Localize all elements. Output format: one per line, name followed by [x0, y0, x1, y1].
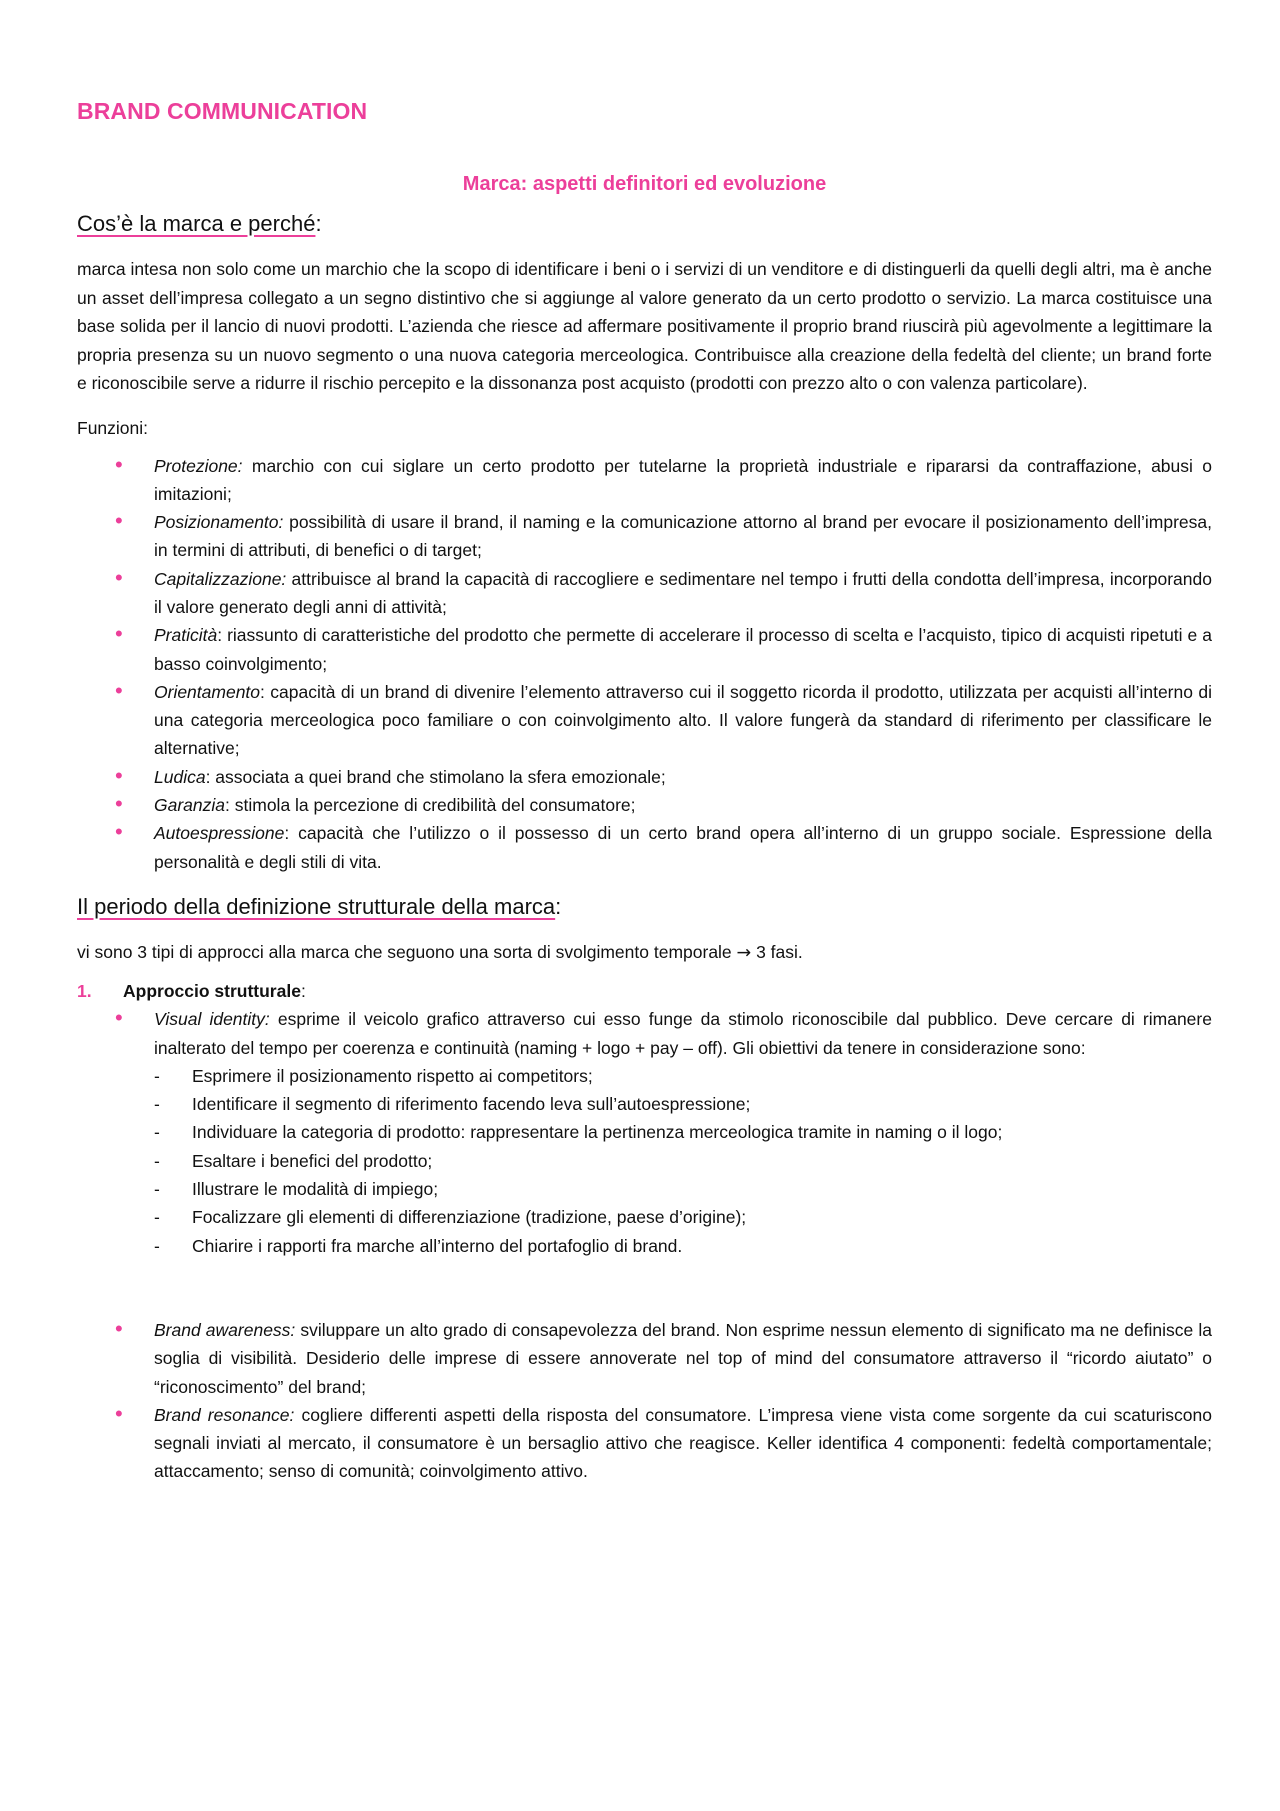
document-body	[77, 98, 1212, 1486]
list-item: - Chiarire i rapporti fra marche all’interno del portafoglio di brand.	[154, 1232, 1212, 1260]
intro-paragraph: marca intesa non solo come un marchio che la scopo di identificare i beni o i servizi di un venditore e di distinguerli da quelli degli altri, ma è anche un asset dell’impresa collegato a un segno distintivo che si aggiunge al valore generato da un certo prodotto o servizio. La marca costituisce una base solida per il lancio di nuovi prodotti. L’azienda che riesce ad affermare positivamente il proprio brand riuscirà più agevolmente a legittimare la propria presenza su un nuovo segmento o una nuova categoria merceologica. Contribuisce alla creazione della fedeltà del cliente; un brand forte e riconoscibile serve a ridurre il rischio percepito e la dissonanza post acquisto (prodotti con prezzo alto o con valenza particolare).	[77, 259, 1212, 393]
list-item: - Identificare il segmento di riferimento facendo leva sull’autoespressione;	[154, 1090, 1212, 1118]
objectives-list	[154, 1062, 1212, 1260]
approccio-item-term: Brand awareness:	[154, 1319, 296, 1340]
approcci-list	[77, 977, 1212, 1486]
list-item	[77, 1005, 1212, 1316]
chapter-subtitle: Marca: aspetti definitori ed evoluzione	[462, 173, 827, 195]
list-item	[77, 452, 1212, 509]
section-heading-periodo-text: Il periodo della definizione strutturale della marca	[77, 893, 556, 919]
section-heading-marca-text: Cos’è la marca e perché	[77, 211, 316, 236]
list-item	[77, 678, 1212, 763]
approccio-colon: :	[300, 980, 306, 1001]
section-heading-marca	[77, 211, 1212, 237]
list-item: - Focalizzare gli elementi di differenziazione (tradizione, paese d’origine);	[154, 1203, 1212, 1231]
approccio-item-text: esprime il veicolo grafico attraverso cui esso funge da stimolo riconoscibile dal pubblico. Deve cercare di rimanere inalterato del tempo per coerenza e continuità (naming + logo + pay – off). Gli obiettivi da tenere in considerazione sono:	[154, 1009, 1212, 1058]
list-item: - Individuare la categoria di prodotto: rappresentare la pertinenza merceologica tramite in naming o il logo;	[154, 1118, 1212, 1146]
list-item	[77, 1401, 1212, 1486]
section-heading-colon: :	[315, 211, 322, 236]
list-item: - Illustrare le modalità di impiego;	[154, 1175, 1212, 1203]
approccio-item-text: sviluppare un alto grado di consapevolezza del brand. Non esprime nessun elemento di significato ma ne definisce la soglia di visibilità. Desiderio delle imprese di essere annoverate nel top of mind del consumatore attraverso il “ricordo aiutato” o “riconoscimento” del brand;	[154, 1319, 1212, 1397]
approccio-title: Approccio strutturale	[123, 980, 301, 1001]
funzione-text: marchio con cui siglare un certo prodotto per tutelarne la proprietà industriale e ripararsi da contraffazione, abusi o imitazioni;	[154, 455, 1212, 504]
funzioni-label: Funzioni:	[77, 417, 149, 438]
arrow-right-icon: →	[736, 942, 752, 963]
list-item: - Esaltare i benefici del prodotto;	[154, 1147, 1212, 1175]
funzione-term: Praticità	[154, 625, 218, 646]
approcci-intro	[77, 938, 1212, 967]
funzione-term: Protezione:	[154, 455, 243, 476]
funzione-text: possibilità di usare il brand, il naming e la comunicazione attorno al brand per evocare il posizionamento dell’impresa, in termini di attributi, di benefici o di target;	[154, 512, 1212, 561]
approccio-item-term: Brand resonance:	[154, 1404, 295, 1425]
approccio-item-term: Visual identity:	[154, 1009, 270, 1030]
funzione-term: Ludica	[154, 766, 206, 787]
list-item	[77, 763, 1212, 791]
list-item	[77, 791, 1212, 819]
list-item	[77, 819, 1212, 876]
approccio-number: 1.	[77, 980, 92, 1001]
funzione-text: : capacità che l’utilizzo o il possesso di un certo brand opera all’interno di un gruppo sociale. Espressione della personalità e degli stili di vita.	[154, 823, 1212, 872]
list-item: - Esprimere il posizionamento rispetto ai competitors;	[154, 1062, 1212, 1090]
funzione-text: : stimola la percezione di credibilità del consumatore;	[225, 795, 636, 816]
funzione-term: Capitalizzazione:	[154, 568, 287, 589]
section-heading-periodo	[77, 894, 1212, 920]
funzione-text: attribuisce al brand la capacità di raccogliere e sedimentare nel tempo i frutti della condotta dell’impresa, incorporando il valore generato degli anni di attività;	[154, 568, 1212, 617]
spacer	[154, 1260, 1212, 1316]
list-item	[77, 1316, 1212, 1401]
list-item	[77, 621, 1212, 678]
list-item	[77, 508, 1212, 565]
approcci-intro-end: 3 fasi.	[751, 941, 803, 962]
list-item	[77, 565, 1212, 622]
funzioni-list	[77, 452, 1212, 876]
funzione-text: : associata a quei brand che stimolano la sfera emozionale;	[205, 766, 666, 787]
funzione-text: : capacità di un brand di divenire l’elemento attraverso cui il soggetto ricorda il prodotto, utilizzata per acquisti all’interno di una categoria merceologica poco familiare o con coinvolgimento alto. Il valore fungerà da standard di riferimento per classificare le alternative;	[154, 681, 1212, 759]
approccio-item-text: cogliere differenti aspetti della risposta del consumatore. L’impresa viene vista come sorgente da cui scaturiscono segnali inviati al mercato, il consumatore è un bersaglio attivo che reagisce. Keller identifica 4 componenti: fedeltà comportamentale; attaccamento; senso di comunità; coinvolgimento attivo.	[154, 1404, 1212, 1482]
funzione-term: Garanzia	[154, 795, 226, 816]
funzione-term: Posizionamento:	[154, 512, 284, 533]
document-title: BRAND COMMUNICATION	[77, 98, 368, 124]
list-item	[77, 977, 1212, 1486]
funzione-term: Orientamento	[154, 681, 261, 702]
funzione-text: : riassunto di caratteristiche del prodotto che permette di accelerare il processo di scelta e l’acquisto, tipico di acquisti ripetuti e a basso coinvolgimento;	[154, 625, 1212, 674]
funzione-term: Autoespressione	[154, 823, 285, 844]
approccio-items	[123, 1005, 1212, 1485]
section-heading-colon: :	[555, 893, 562, 919]
approcci-intro-text: vi sono 3 tipi di approcci alla marca che seguono una sorta di svolgimento temporale	[77, 941, 737, 962]
